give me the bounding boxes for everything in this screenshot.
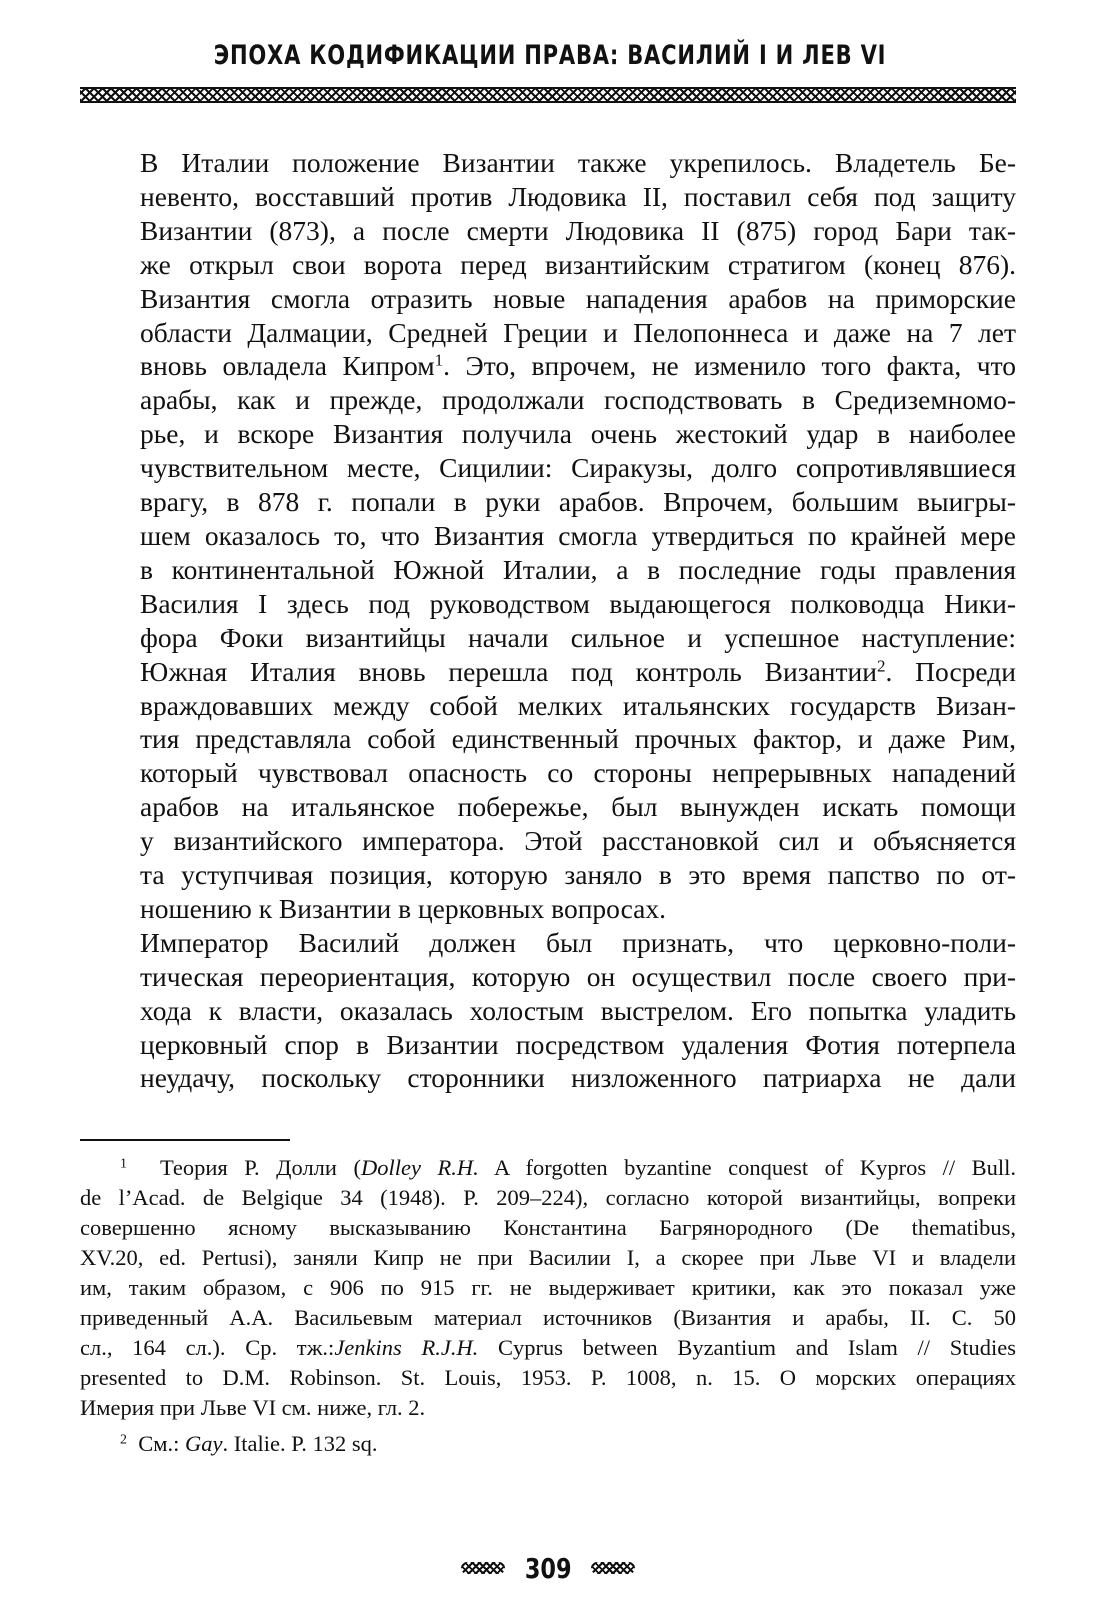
text-line: В Италии положение Византии также укрепилось. Владетель Бе-: [140, 147, 1016, 178]
text-segment: A forgotten byzantine conquest of Kypros // Bull.: [478, 1155, 1017, 1180]
text-segment: . Посреди: [885, 655, 1016, 687]
text-segment: . Это, впрочем, не изменило того факта, что: [443, 350, 1017, 382]
author-name: Dolley R.H.: [360, 1155, 479, 1180]
text-line: который чувствовал опасность со стороны непрерывных нападений: [140, 757, 1016, 789]
text-line: presented to D.M. Robinson. St. Louis, 1953. P. 1008, n. 15. О морских операциях: [80, 1365, 1016, 1390]
footnote-ref: 2: [876, 656, 886, 676]
paragraph: [80, 926, 1016, 1096]
text-line: [80, 1333, 1016, 1363]
text-line: арабов на итальянское побережье, был вынужден искать помощи: [140, 791, 1016, 823]
text-line: фора Фоки византийцы начали сильное и успешное наступление:: [140, 621, 1016, 653]
header-ornament-border: [80, 87, 1016, 103]
text-line: Имерия при Льве VI см. ниже, гл. 2.: [80, 1395, 426, 1420]
folio-ornament-left: [461, 1562, 505, 1574]
text-segment: Cyprus between Byzantium and Islam // Studies: [478, 1335, 1016, 1360]
main-text: [80, 146, 1016, 1095]
text-line: Император Василий должен был признать, что церковно-поли-: [140, 926, 1016, 958]
text-segment: Теория Р. Долли (: [160, 1155, 361, 1180]
footnote-1: [80, 1153, 1016, 1423]
text-segment: См.:: [138, 1431, 185, 1456]
text-line: совершенно ясному высказыванию Константина Багрянородного (De thematibus,: [80, 1215, 1016, 1240]
footnote-2: [80, 1429, 1016, 1459]
text-line: им, таким образом, с 906 по 915 гг. не выдерживает критики, как это показал уже: [80, 1275, 1016, 1300]
footnote-mark: 2: [120, 1432, 127, 1448]
text-line: [80, 1429, 1016, 1459]
text-line: шем оказалось то, что Византия смогла утвердиться по крайней мере: [140, 519, 1016, 551]
page-footer: [0, 1550, 1096, 1585]
footnote-ref: 1: [434, 351, 444, 371]
text-line: та уступчивая позиция, которую заняло в это время папство по от-: [140, 859, 1016, 891]
running-header: ЭПОХА КОДИФИКАЦИИ ПРАВА: ВАСИЛИЙ I И ЛЕВ VI: [213, 40, 887, 71]
text-segment: сл., 164 сл.). Ср. тж.:: [80, 1335, 335, 1360]
text-line: de l’Acad. de Belgique 34 (1948). P. 209–224), согласно которой византийцы, вопреки: [80, 1185, 1016, 1210]
text-line: Византия смогла отразить новые нападения арабов на приморские: [140, 282, 1016, 314]
text-line: церковный спор в Византии посредством удаления Фотия потерпела: [140, 1028, 1016, 1060]
text-line: ношению к Византии в церковных вопросах.: [140, 892, 666, 924]
footnote-separator: [80, 1139, 290, 1141]
text-line: хода к власти, оказалась холостым выстрелом. Его попытка уладить: [140, 994, 1016, 1026]
text-line: [80, 1153, 1016, 1183]
footnotes: [80, 1153, 1016, 1459]
text-line: неудачу, поскольку сторонники низложенного патриарха не дали: [140, 1062, 1016, 1094]
text-line: арабы, как и прежде, продолжали господствовать в Средиземномо-: [140, 384, 1016, 416]
text-line: Василия I здесь под руководством выдающегося полководца Ники-: [140, 587, 1016, 619]
text-line: области Далмации, Средней Греции и Пелопоннеса и даже на 7 лет: [140, 316, 1016, 348]
paragraph: [80, 146, 1016, 926]
text-line: XV.20, ed. Pertusi), заняли Кипр не при Василии I, а скорее при Льве VI и владели: [80, 1245, 1016, 1270]
author-name: Jenkins R.J.H.: [334, 1335, 479, 1360]
text-segment: . Italie. P. 132 sq.: [222, 1431, 378, 1456]
author-name: Gay: [184, 1431, 223, 1456]
footnote-mark: 1: [120, 1156, 127, 1172]
text-line: чувствительном месте, Сицилии: Сиракузы, долго сопротивлявшиеся: [140, 452, 1016, 484]
text-line: у византийского императора. Этой расстановкой сил и объясняется: [140, 825, 1016, 857]
text-line: рье, и вскоре Византия получила очень жестокий удар в наиболее: [140, 418, 1016, 450]
text-line: в континентальной Южной Италии, а в последние годы правления: [140, 553, 1016, 585]
text-segment: Южная Италия вновь перешла под контроль Византии: [140, 655, 877, 687]
text-segment: вновь овладела Кипром: [140, 350, 435, 382]
text-line: [80, 349, 1016, 383]
folio-ornament-right: [591, 1562, 635, 1574]
text-line: приведенный А.А. Васильевым материал источников (Византия и арабы, II. С. 50: [80, 1305, 1016, 1330]
page-number: 309: [524, 1551, 572, 1585]
text-line: тия представляла собой единственный прочных фактор, и даже Рим,: [140, 723, 1016, 755]
text-line: невенто, восставший против Людовика II, поставил себя под защиту: [140, 180, 1016, 212]
text-line: враждовавших между собой мелких итальянских государств Визан-: [140, 689, 1016, 721]
text-line: же открыл свои ворота перед византийским стратигом (конец 876).: [140, 248, 1016, 280]
text-line: [80, 655, 1016, 689]
text-line: Византии (873), а после смерти Людовика II (875) город Бари так-: [140, 214, 1016, 246]
text-line: тическая переориентация, которую он осуществил после своего при-: [140, 960, 1016, 992]
text-line: врагу, в 878 г. попали в руки арабов. Впрочем, большим выигры-: [140, 486, 1016, 518]
